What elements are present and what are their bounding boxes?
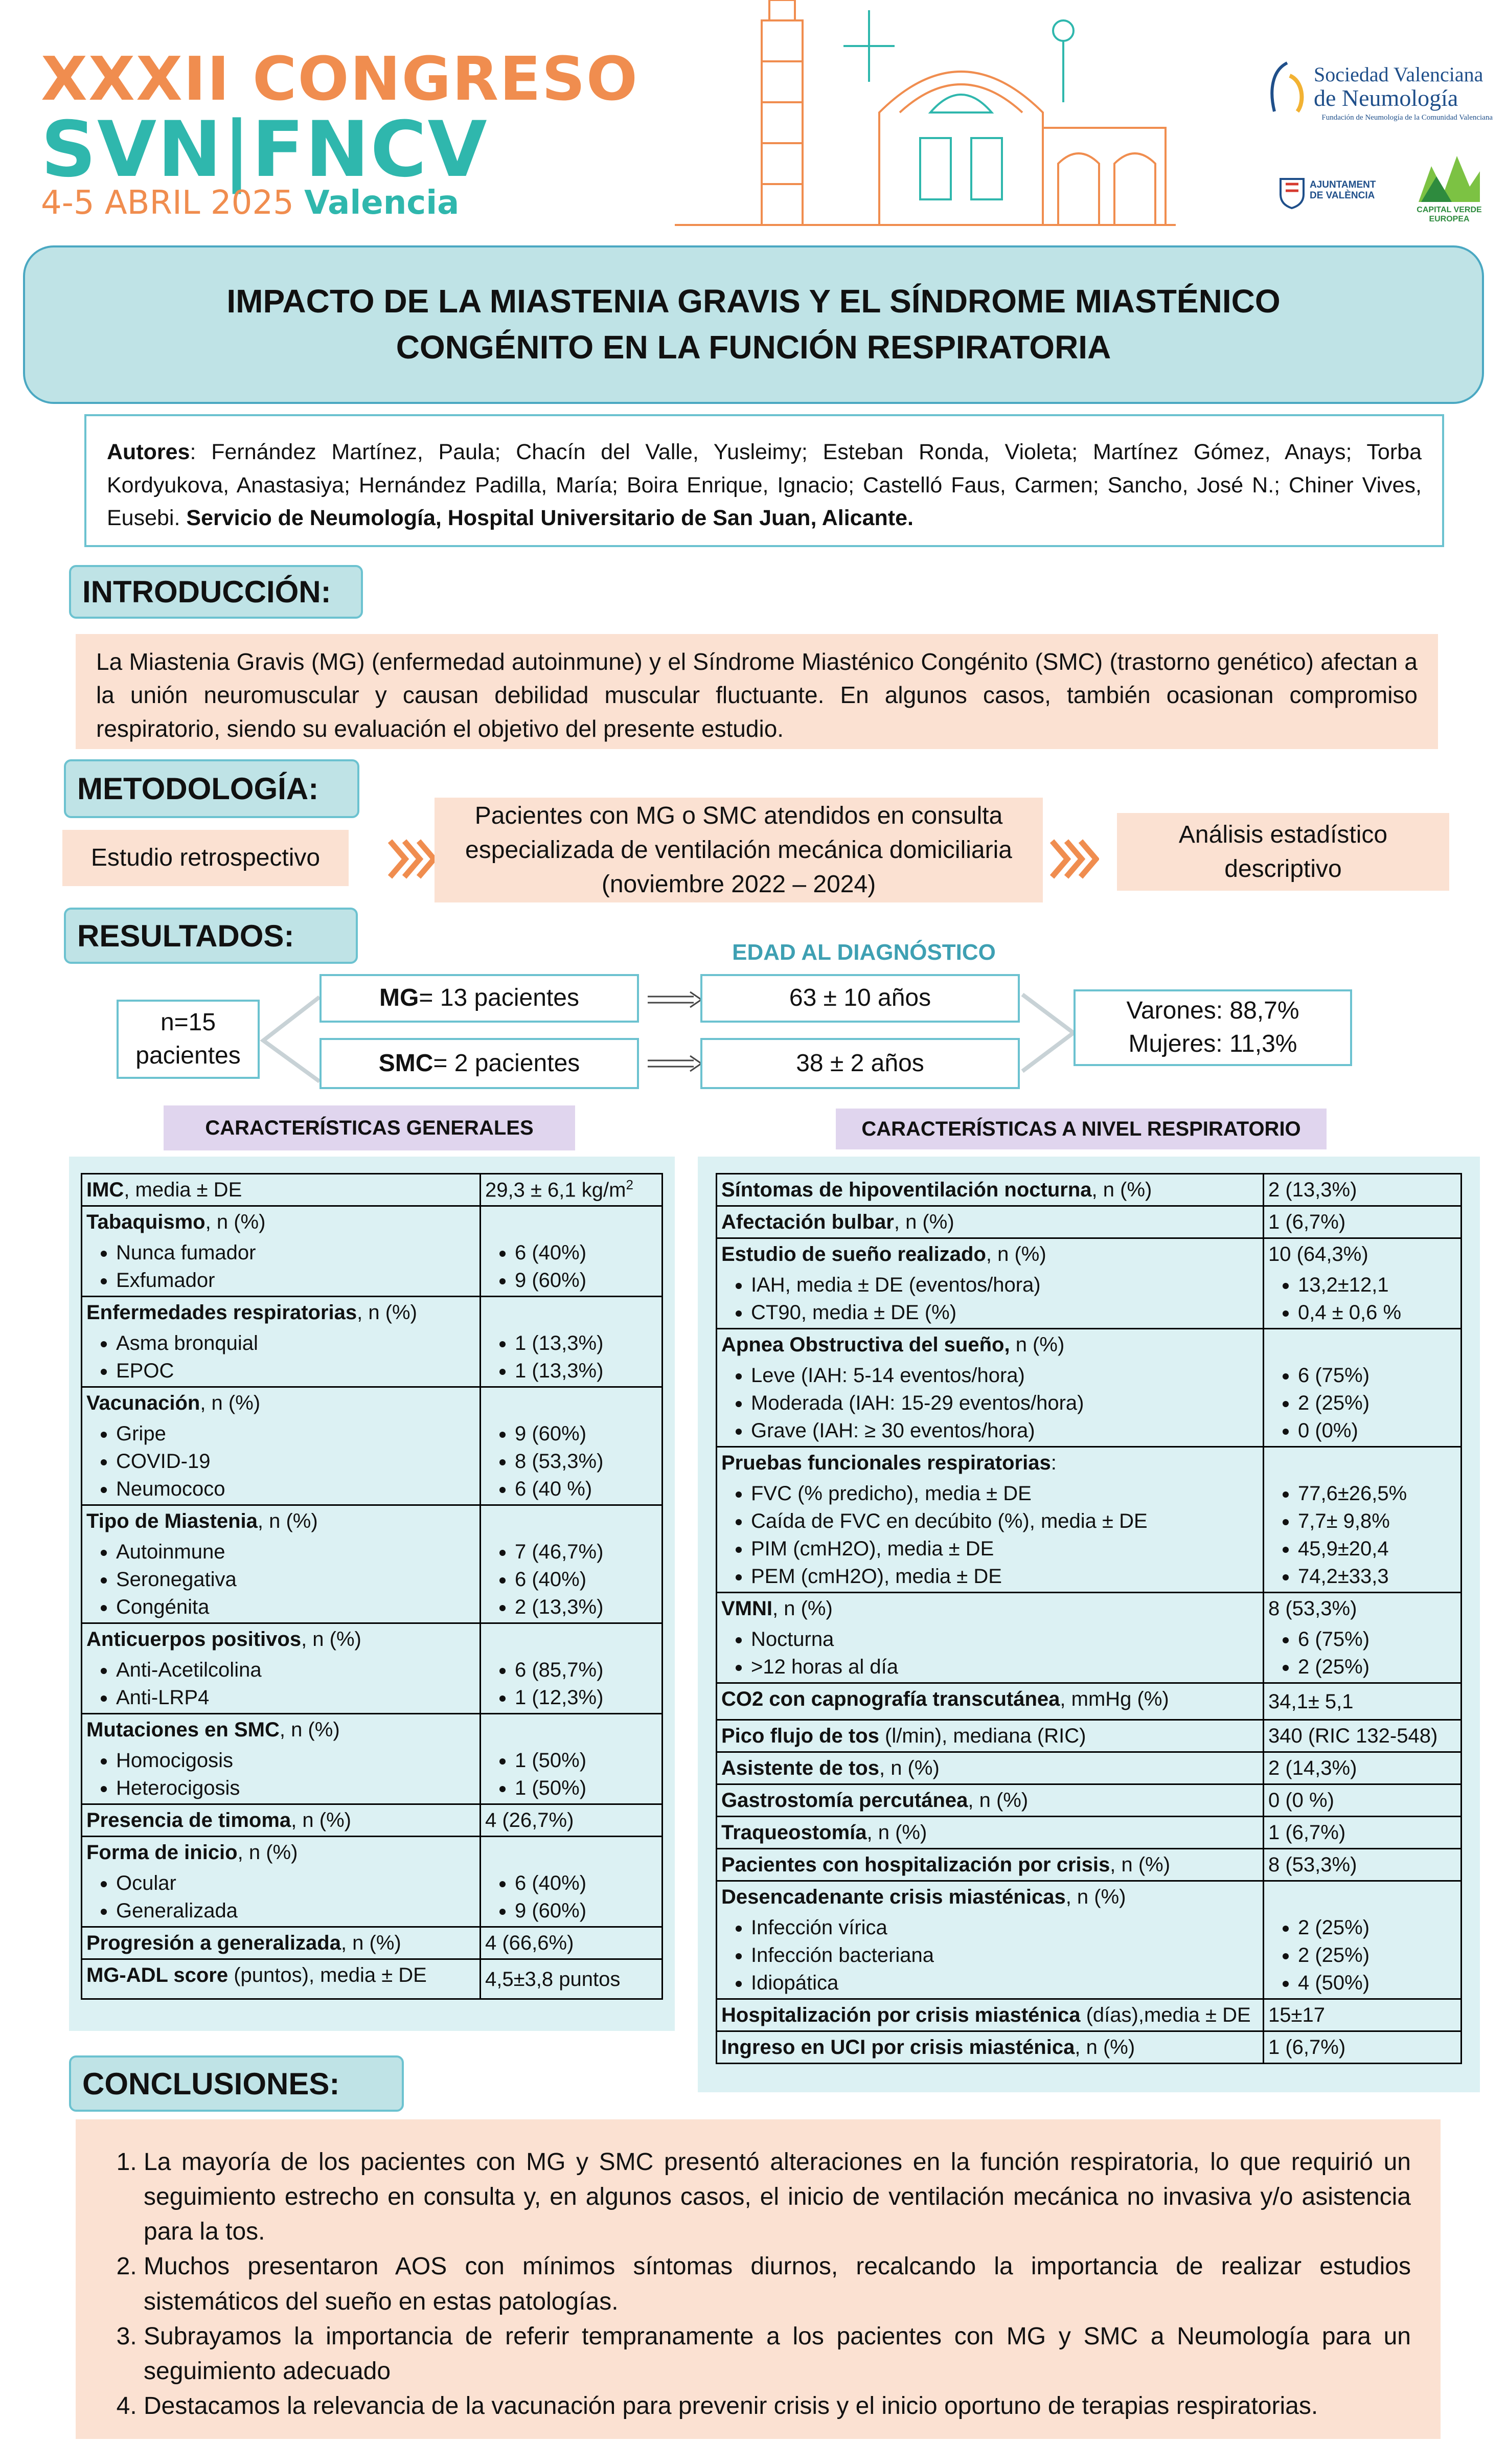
resultados-heading: RESULTADOS:	[64, 908, 358, 964]
caracteristicas-generales-heading: CARACTERÍSTICAS GENERALES	[164, 1105, 575, 1150]
mg-count-box: MG = 13 pacientes	[319, 974, 639, 1023]
table-row: Estudio de sueño realizado, n (%) • IAH, media ± DE (eventos/hora) • CT90, media ± DE (%) 10 (64,3%) • 13,2±12,1 • 0,4 ± 0,6 %	[717, 1238, 1462, 1329]
list-item: 2. Muchos presentaron AOS con mínimos síntomas diurnos, recalcando la importancia de realizar estudios sistemáticos del sueño en estas patologías.	[144, 2249, 1411, 2319]
branch-connector	[258, 992, 322, 1084]
caracteristicas-generales-panel	[69, 1157, 675, 2031]
table-row: Tipo de Miastenia, n (%) • Autoinmune • Seronegativa • Congénita • 7 (46,7%) • 6 (40%) • 2 (13,3%)	[82, 1505, 663, 1623]
table-row: Pico flujo de tos (l/min), mediana (RIC) 340 (RIC 132-548)	[717, 1720, 1462, 1752]
svn-name-line1: Sociedad Valenciana	[1314, 63, 1483, 86]
table-row: Asistente de tos, n (%) 2 (14,3%)	[717, 1752, 1462, 1784]
conclusiones-box	[76, 2119, 1441, 2439]
congress-dates: 4-5 ABRIL 2025	[41, 184, 294, 222]
introduccion-heading: INTRODUCCIÓN:	[69, 565, 363, 619]
table-row: Enfermedades respiratorias, n (%) • Asma bronquial • EPOC • 1 (13,3%) • 1 (13,3%)	[82, 1297, 663, 1387]
authors-label: Autores	[107, 440, 190, 464]
smc-age-box: 38 ± 2 años	[700, 1038, 1020, 1089]
metodologia-step-1: Estudio retrospectivo	[62, 830, 349, 886]
congress-date-city	[41, 184, 460, 222]
edad-diagnostico-heading: EDAD AL DIAGNÓSTICO	[732, 940, 996, 965]
merge-connector	[1020, 989, 1076, 1076]
table-row: CO2 con capnografía transcutánea, mmHg (%) 34,1± 5,1	[717, 1683, 1462, 1720]
metodologia-step-3: Análisis estadístico descriptivo	[1117, 813, 1449, 891]
congress-city: Valencia	[304, 184, 460, 222]
chevron-right-icon	[1048, 836, 1099, 882]
table-row: Síntomas de hipoventilación nocturna, n (%) 2 (13,3%)	[717, 1174, 1462, 1206]
table-row: Apnea Obstructiva del sueño, n (%) • Leve (IAH: 5-14 eventos/hora) • Moderada (IAH: 15-29 eventos/hora) • Grave (IAH: ≥ 30 eventos/hora) • 6 (75%) • 2 (25%) • 0 (0%)	[717, 1329, 1462, 1447]
table-row: Forma de inicio, n (%) • Ocular • Generalizada • 6 (40%) • 9 (60%)	[82, 1837, 663, 1927]
introduccion-text: La Miastenia Gravis (MG) (enfermedad autoinmune) y el Síndrome Miasténico Congénito (SMC) (trastorno genético) afectan a la unión neuromuscular y causan debilidad muscular fluctuante. En algunos casos, también ocasionan compromiso respiratorio, siendo su evaluación el objetivo del presente estudio.	[76, 634, 1438, 749]
table-row: Presencia de timoma, n (%) 4 (26,7%)	[82, 1804, 663, 1837]
arrow-right-icon	[645, 1053, 704, 1074]
authors-affiliation: Servicio de Neumología, Hospital Universitario de San Juan, Alicante.	[186, 506, 914, 530]
ajuntament-label: AJUNTAMENT DE VALÈNCIA	[1310, 179, 1376, 201]
sex-distribution-box: Varones: 88,7% Mujeres: 11,3%	[1074, 989, 1352, 1066]
table-row: Pruebas funcionales respiratorias: • FVC (% predicho), media ± DE • Caída de FVC en decúbito (%), media ± DE • PIM (cmH2O), media ± DE • PEM (cmH2O), media ± DE • 77,6±26,5% • 7,7± 9,8% • 45,9±20,4 • 74,2±33,3	[717, 1447, 1462, 1593]
table-row: Gastrostomía percutánea, n (%) 0 (0 %)	[717, 1784, 1462, 1817]
svn-lungs-logo-icon	[1267, 60, 1308, 117]
valencia-landmarks-illustration	[675, 0, 1176, 235]
caracteristicas-respiratorio-table	[716, 1173, 1462, 2064]
conclusiones-list	[105, 2145, 1411, 2424]
ajuntament-shield-icon	[1278, 176, 1306, 210]
table-row: Hospitalización por crisis miasténica (días),media ± DE 15±17	[717, 1999, 1462, 2031]
arrow-right-icon	[645, 989, 704, 1010]
smc-count-box: SMC = 2 pacientes	[319, 1038, 639, 1089]
svn-subtitle: Fundación de Neumología de la Comunidad Valenciana	[1321, 114, 1493, 122]
metodologia-heading: METODOLOGÍA:	[64, 759, 359, 818]
table-row: Traqueostomía, n (%) 1 (6,7%)	[717, 1817, 1462, 1849]
table-row: Tabaquismo, n (%) • Nunca fumador • Exfumador • 6 (40%) • 9 (60%)	[82, 1206, 663, 1297]
table-row: Progresión a generalizada, n (%) 4 (66,6%)	[82, 1927, 663, 1959]
caracteristicas-generales-table	[81, 1173, 663, 2000]
poster-title: IMPACTO DE LA MIASTENIA GRAVIS Y EL SÍNDROME MIASTÉNICO CONGÉNITO EN LA FUNCIÓN RESPIRATORIA	[226, 283, 1281, 366]
metodologia-step-2: Pacientes con MG o SMC atendidos en consulta especializada de ventilación mecánica domiciliaria (noviembre 2022 – 2024)	[435, 798, 1043, 902]
table-row: Vacunación, n (%) • Gripe • COVID-19 • Neumococo • 9 (60%) • 8 (53,3%) • 6 (40 %)	[82, 1387, 663, 1505]
conclusiones-heading: CONCLUSIONES:	[69, 2055, 404, 2112]
caracteristicas-respiratorio-heading: CARACTERÍSTICAS A NIVEL RESPIRATORIO	[836, 1109, 1327, 1149]
poster-title-box	[23, 245, 1484, 404]
table-row: Afectación bulbar, n (%) 1 (6,7%)	[717, 1206, 1462, 1238]
mg-age-box: 63 ± 10 años	[700, 974, 1020, 1023]
table-row: Ingreso en UCI por crisis miasténica, n (%) 1 (6,7%)	[717, 2031, 1462, 2064]
capital-verde-logo-icon	[1416, 146, 1482, 205]
svn-name-line2: de Neumología	[1314, 85, 1458, 111]
list-item: 3. Subrayamos la importancia de referir tempranamente a los pacientes con MG y SMC a Neumología para un seguimiento adecuado	[144, 2319, 1411, 2389]
table-row: Anticuerpos positivos, n (%) • Anti-Acetilcolina • Anti-LRP4 • 6 (85,7%) • 1 (12,3%)	[82, 1623, 663, 1714]
congress-title: XXXII CONGRESO	[41, 43, 639, 114]
list-item: 1. La mayoría de los pacientes con MG y SMC presentó alteraciones en la función respiratoria, lo que requirió un seguimiento estrecho en consulta y, en algunos casos, el inicio de ventilación mecánica no invasiva y/o asistencia para la tos.	[144, 2145, 1411, 2249]
congress-acronym: SVN|FNCV	[41, 105, 488, 194]
capital-verde-label: CAPITAL VERDE EUROPEA	[1417, 206, 1482, 224]
authors-names: : Fernández Martínez, Paula; Chacín del Valle, Yusleimy; Esteban Ronda, Violeta; Martínez Gómez, Anays; Torba Kordyukova, Anastasiya; Hernández Padilla, María; Boira Enrique, Ignacio; Castelló Faus, Carmen; Sancho, José N.; Chiner Vives, Eusebi.	[107, 440, 1422, 530]
list-item: 4. Destacamos la relevancia de la vacunación para prevenir crisis y el inicio oportuno de terapias respiratorias.	[144, 2389, 1411, 2424]
table-row: Pacientes con hospitalización por crisis, n (%) 8 (53,3%)	[717, 1849, 1462, 1881]
table-row: MG-ADL score (puntos), media ± DE 4,5±3,8 puntos	[82, 1959, 663, 1999]
table-row: Desencadenante crisis miasténicas, n (%) • Infección vírica • Infección bacteriana • Idiopática • 2 (25%) • 2 (25%) • 4 (50%)	[717, 1881, 1462, 1999]
authors-box	[84, 414, 1444, 547]
caracteristicas-respiratorio-panel	[698, 1157, 1480, 2092]
chevron-right-icon	[386, 836, 437, 882]
table-row: IMC, media ± DE 29,3 ± 6,1 $kg/m^2$	[82, 1174, 663, 1206]
total-patients-box: n=15 pacientes	[117, 1000, 260, 1079]
table-row: Mutaciones en SMC, n (%) • Homocigosis • Heterocigosis • 1 (50%) • 1 (50%)	[82, 1714, 663, 1804]
table-row: VMNI, n (%) • Nocturna • >12 horas al día 8 (53,3%) • 6 (75%) • 2 (25%)	[717, 1593, 1462, 1683]
